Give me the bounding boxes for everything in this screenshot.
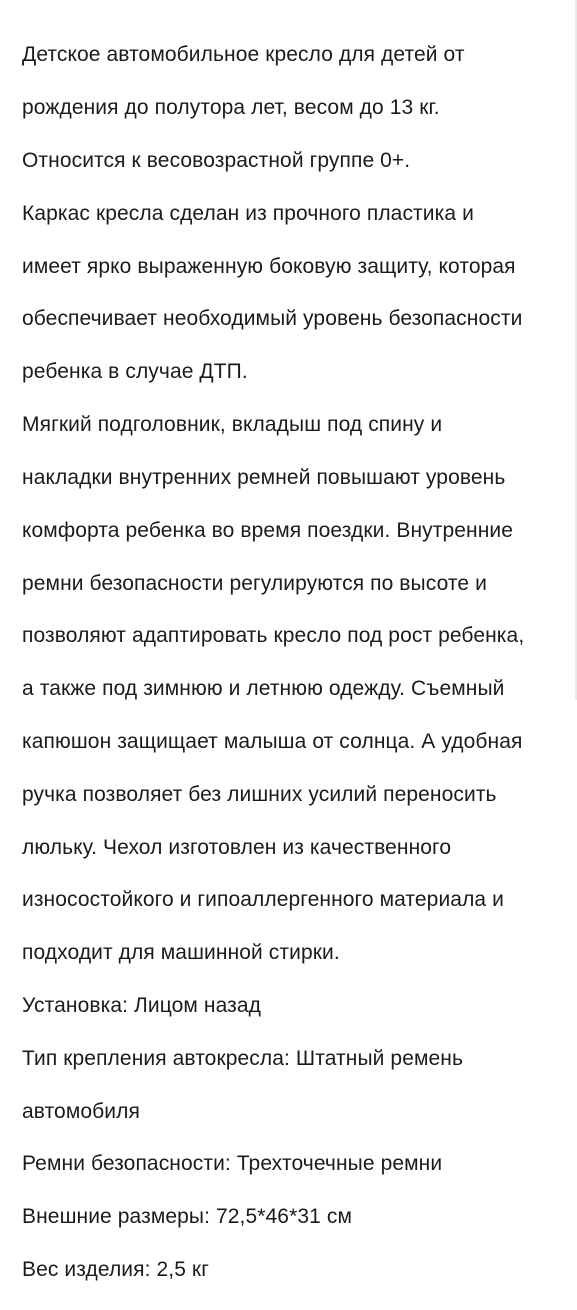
spec-dimensions: Внешние размеры: 72,5*46*31 см xyxy=(22,1205,352,1229)
description-line: ремни безопасности регулируются по высоте и xyxy=(22,571,487,595)
spec-seat-belts: Ремни безопасности: Трехточечные ремни xyxy=(22,1152,443,1176)
description-line: комфорта ребенка во время поездки. Внутренние xyxy=(22,518,514,542)
description-line: ребенка в случае ДТП. xyxy=(22,360,248,384)
description-line: позволяют адаптировать кресло под рост ребенка, xyxy=(22,624,525,648)
spec-mount-type: Тип крепления автокресла: Штатный ремень xyxy=(22,1046,464,1070)
description-line: капюшон защищает малыша от солнца. А удобная xyxy=(22,729,523,753)
description-line: имеет ярко выраженную боковую защиту, которая xyxy=(22,254,516,278)
description-line: износостойкого и гипоаллергенного материала и xyxy=(22,888,504,912)
description-line: ручка позволяет без лишних усилий переносить xyxy=(22,782,497,806)
spec-mount-type-continued: автомобиля xyxy=(22,1099,140,1123)
description-line: Каркас кресла сделан из прочного пластика и xyxy=(22,201,474,225)
description-line: а также под зимнюю и летнюю одежду. Съемный xyxy=(22,677,505,701)
description-line: обеспечивает необходимый уровень безопасности xyxy=(22,307,523,331)
description-line: Мягкий подголовник, вкладыш под спину и xyxy=(22,413,443,437)
spec-weight: Вес изделия: 2,5 кг xyxy=(22,1258,209,1282)
description-line: подходит для машинной стирки. xyxy=(22,941,340,965)
description-line: люльку. Чехол изготовлен из качественного xyxy=(22,835,452,859)
description-line: накладки внутренних ремней повышают уровень xyxy=(22,465,506,489)
description-line: рождения до полутора лет, весом до 13 кг. xyxy=(22,96,440,120)
product-description-text xyxy=(22,16,555,1310)
description-line: Относится к весовозрастной группе 0+. xyxy=(22,149,411,173)
description-line: Детское автомобильное кресло для детей от xyxy=(22,43,465,67)
spec-installation: Установка: Лицом назад xyxy=(22,994,261,1018)
